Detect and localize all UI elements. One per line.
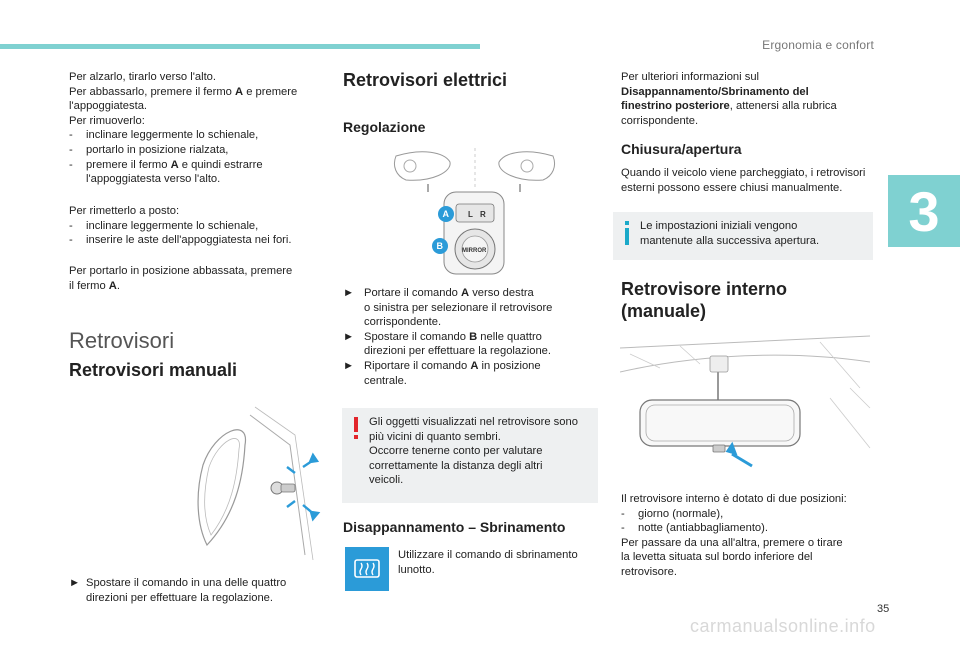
refit-instructions: Per rimetterlo a posto: - inclinare leggermente lo schienale, - inserire le aste dell'appoggiatesta nei fori.: [69, 205, 292, 247]
switch-l-label: L: [468, 210, 473, 219]
section-label: Ergonomia e confort: [762, 38, 874, 52]
folding-text: Quando il veicolo viene parcheggiato, i retrovisori esterni possono essere chiusi manualmente.: [621, 167, 866, 194]
warning-box: [342, 408, 598, 503]
defrost-button-illustration: [345, 547, 389, 591]
step-2: ► Spostare il comando B nelle quattro direzioni per effettuare la regolazione.: [343, 330, 551, 358]
switch-r-label: R: [480, 210, 486, 219]
inner-mirror-text: Il retrovisore interno è dotato di due posizioni: - giorno (normale), - notte (antiabbagliamento). Per passare da una all'altra, premere o tirare la levetta situata sul bordo inferiore del retrovisore.: [621, 493, 847, 578]
heading-electric-mirrors: Retrovisori elettrici: [343, 70, 508, 90]
step-1: ► Portare il comando A verso destra o sinistra per selezionare il retrovisore corrispondente.: [343, 287, 553, 329]
heading-manual-mirrors: Retrovisori manuali: [69, 360, 238, 380]
chapter-tab: [888, 175, 960, 247]
lowered-instructions: Per portarlo in posizione abbassata, premere il fermo A.: [69, 265, 293, 292]
defrost-reference: Per ulteriori informazioni sul Disappannamento/Sbrinamento del finestrino posteriore, attenersi alla rubrica corrispondente.: [621, 71, 837, 127]
step-arrow-icon: ►: [343, 359, 355, 372]
heading-adjustment: Regolazione: [343, 119, 426, 135]
warning-text: Gli oggetti visualizzati nel retrovisore sono più vicini di quanto sembri. Occorre tenerne conto per valutare correttamente la distanza degli altri veicoli.: [369, 416, 578, 487]
step-3: ► Riportare il comando A in posizione centrale.: [343, 359, 541, 387]
inner-mirror-illustration: [620, 328, 875, 478]
heading-defrost: Disappannamento – Sbrinamento: [343, 519, 566, 535]
chapter-number: 3: [908, 179, 940, 243]
headrest-instructions: Per alzarlo, tirarlo verso l'alto. Per abbassarlo, premere il fermo A e premere l'appoggiatesta. Per rimuoverlo: - inclinare leggermente lo schienale, - portarlo in posizione rialzata, - premere il fermo A e quindi estrarre l'appoggiatesta verso l'alto.: [69, 70, 319, 187]
info-icon: [622, 221, 632, 247]
step-arrow-icon: ►: [343, 330, 355, 343]
info-text: Le impostazioni iniziali vengono mantenute alla successiva apertura.: [640, 220, 820, 247]
mirror-switch-illustration: [392, 146, 557, 281]
defrost-text: Utilizzare il comando di sbrinamento lunotto.: [398, 549, 578, 576]
remove-list: - inclinare leggermente lo schienale, - portarlo in posizione rialzata, - premere il fermo A e quindi estrarre l'appoggiatesta verso l'alto.: [69, 129, 263, 186]
switch-mirror-label: MIRROR: [462, 248, 487, 254]
badge-a: A: [442, 209, 449, 219]
page-number: 35: [877, 603, 890, 615]
heading-folding: Chiusura/apertura: [621, 141, 742, 157]
watermark: carmanualsonline.info: [690, 616, 876, 636]
manual-mirror-illustration: [195, 405, 325, 565]
manual-mirror-caption: ► Spostare il comando in una delle quattro direzioni per effettuare la regolazione.: [69, 577, 287, 604]
step-arrow-icon: ►: [69, 577, 81, 589]
info-box: [613, 212, 873, 260]
top-accent-bar: [0, 44, 480, 49]
text-line: Per alzarlo, tirarlo verso l'alto.: [69, 71, 217, 83]
warning-icon: [351, 417, 361, 441]
badge-b: B: [436, 241, 443, 251]
heading-inner-mirror: Retrovisore interno (manuale): [621, 279, 788, 321]
section-title-mirrors: Retrovisori: [69, 328, 175, 353]
step-arrow-icon: ►: [343, 287, 355, 299]
adjustment-steps: [343, 286, 601, 388]
rear-defrost-icon: [345, 547, 389, 591]
